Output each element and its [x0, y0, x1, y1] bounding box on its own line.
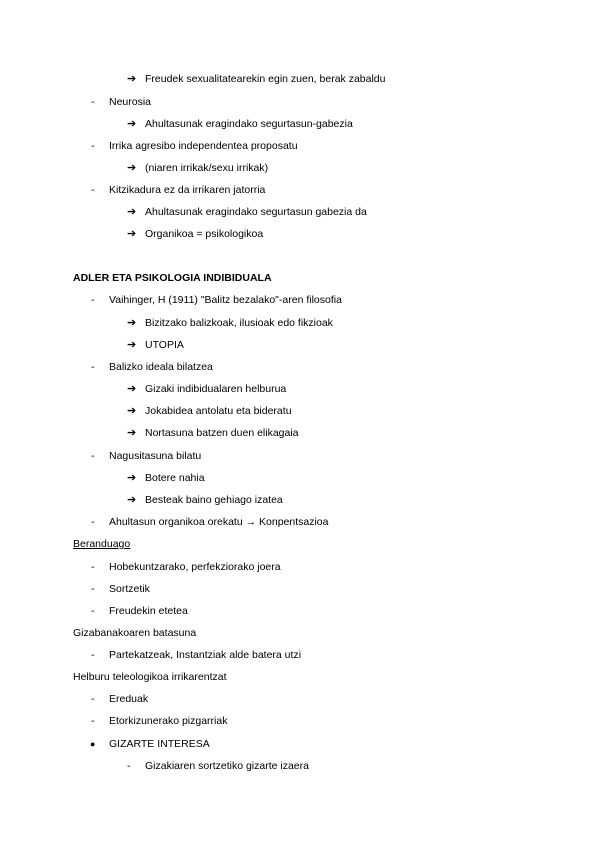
- list-item: Freudek sexualitatearekin egin zuen, berak zabaldu: [145, 73, 386, 85]
- dash-marker: -: [91, 649, 95, 661]
- list-item: Irrika agresibo independentea proposatu: [109, 140, 298, 152]
- arrow-marker: ➔: [127, 339, 137, 351]
- list-item: UTOPIA: [145, 339, 184, 351]
- section-heading: Beranduago: [73, 538, 131, 550]
- list-item: Nagusitasuna bilatu: [109, 450, 202, 462]
- list-item: Gizakiaren sortzetiko gizarte izaera: [145, 760, 309, 772]
- arrow-marker: ➔: [127, 118, 137, 130]
- list-item: Botere nahia: [145, 472, 205, 484]
- dash-marker: -: [91, 561, 95, 573]
- list-item: Hobekuntzarako, perfekziorako joera: [109, 561, 281, 573]
- arrow-marker: ➔: [127, 162, 137, 174]
- list-item: Partekatzeak, Instantziak alde batera utzi: [109, 649, 302, 661]
- arrow-marker: ➔: [127, 73, 137, 85]
- arrow-marker: ➔: [127, 405, 137, 417]
- list-item: Sortzetik: [109, 583, 150, 595]
- arrow-marker: ➔: [127, 206, 137, 218]
- dash-marker: -: [91, 96, 95, 108]
- list-item: Besteak baino gehiago izatea: [145, 494, 283, 506]
- list-item: Bizitzako balizkoak, ilusioak edo fikzioak: [145, 317, 333, 329]
- dash-marker: -: [91, 184, 95, 196]
- list-item: Etorkizunerako pizgarriak: [109, 715, 228, 727]
- arrow-marker: ➔: [127, 494, 137, 506]
- dash-marker: -: [127, 760, 131, 772]
- list-item: Neurosia: [109, 96, 152, 108]
- list-item: Balizko ideala bilatzea: [109, 361, 213, 373]
- list-item: Ahultasun organikoa orekatu → Konpentsazioa: [109, 516, 329, 528]
- dash-marker: -: [91, 140, 95, 152]
- list-item: Gizaki indibidualaren helburua: [145, 383, 287, 395]
- list-item: Ereduak: [109, 693, 149, 705]
- dash-marker: -: [91, 693, 95, 705]
- arrow-marker: ➔: [127, 317, 137, 329]
- dash-marker: -: [91, 294, 95, 306]
- list-item: Organikoa = psikologikoa: [145, 228, 264, 240]
- arrow-marker: ➔: [127, 228, 137, 240]
- list-item: Ahultasunak eragindako segurtasun-gabezia: [145, 118, 353, 130]
- dash-marker: -: [91, 450, 95, 462]
- arrow-marker: ➔: [127, 383, 137, 395]
- list-item: (niaren irrikak/sexu irrikak): [145, 162, 269, 174]
- dash-marker: -: [91, 516, 95, 528]
- dash-marker: -: [91, 583, 95, 595]
- section-heading: Helburu teleologikoa irrikarentzat: [73, 671, 227, 683]
- list-item: Ahultasunak eragindako segurtasun gabezia da: [145, 206, 367, 218]
- arrow-marker: ➔: [127, 472, 137, 484]
- dash-marker: -: [91, 605, 95, 617]
- list-item: Nortasuna batzen duen elikagaia: [145, 427, 299, 439]
- list-item: GIZARTE INTERESA: [109, 738, 210, 750]
- section-heading: Gizabanakoaren batasuna: [73, 627, 197, 639]
- list-item: Kitzikadura ez da irrikaren jatorria: [109, 184, 266, 196]
- list-item: Jokabidea antolatu eta bideratu: [145, 405, 292, 417]
- dash-marker: -: [91, 715, 95, 727]
- bullet-marker: ●: [90, 739, 96, 749]
- list-item: Vaihinger, H (1911) "Balitz bezalako"-aren filosofia: [109, 294, 342, 306]
- arrow-marker: ➔: [127, 427, 137, 439]
- list-item: Freudekin etetea: [109, 605, 188, 617]
- dash-marker: -: [91, 361, 95, 373]
- section-heading: ADLER ETA PSIKOLOGIA INDIBIDUALA: [73, 272, 272, 284]
